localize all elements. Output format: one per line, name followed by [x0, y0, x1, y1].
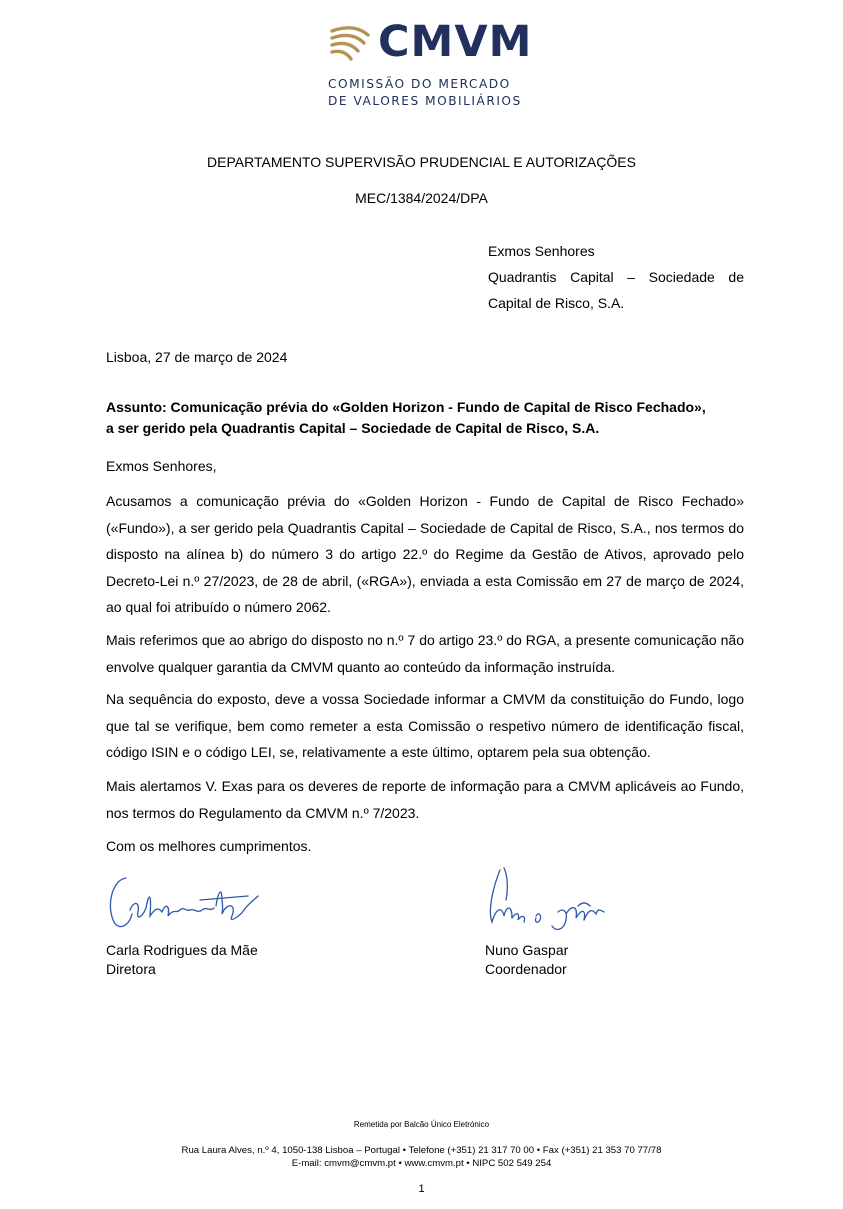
body-paragraph: Acusamos a comunicação prévia do «Golden Horizon - Fundo de Capital de Risco Fechado» («Fundo»), a ser gerido pela Quadrantis Capital – Sociedade de Capital de Risco, S.A., nos termos do disposto na alínea b) do número 3 do artigo 22.º do Regime da Gestão de Ativos, aprovado pelo Decreto-Lei n.º 27/2023, de 28 de abril, («RGA»), enviada a esta Comissão em 27 de março de 2024, ao qual foi atribuído o número 2062. [106, 493, 744, 615]
subject [106, 397, 746, 439]
subject-line2: a ser gerido pela Quadrantis Capital – Sociedade de Capital de Risco, S.A. [106, 420, 600, 436]
footer-address: Rua Laura Alves, n.º 4, 1050-138 Lisboa – Portugal • Telefone (+351) 21 317 70 00 • Fax (+351) 21 353 70 77/78 [181, 1145, 662, 1156]
footer-sent-via: Remetida por Balcão Único Eletrónico [353, 1120, 490, 1129]
footer-contact: E-mail: cmvm@cmvm.pt • www.cmvm.pt • NIPC 502 549 254 [291, 1158, 552, 1169]
signatory-block [485, 941, 568, 979]
department-heading: DEPARTAMENTO SUPERVISÃO PRUDENCIAL E AUTORIZAÇÕES [207, 154, 636, 170]
body-paragraph: Na sequência do exposto, deve a vossa Sociedade informar a CMVM da constituição do Fundo, logo que tal se verifique, bem como remeter a esta Comissão o respetivo número de identificação fiscal, código ISIN e o código LEI, se, relativamente a este último, optarem pela sua obtenção. [106, 691, 744, 760]
logo-subtitle-line2: DE VALORES MOBILIÁRIOS [328, 94, 522, 108]
signature-carla-image [104, 866, 264, 938]
greeting: Exmos Senhores, [106, 458, 217, 474]
body-paragraph: Mais referimos que ao abrigo do disposto no n.º 7 do artigo 23.º do RGA, a presente comunicação não envolve qualquer garantia da CMVM quanto ao conteúdo da informação instruída. [106, 632, 744, 675]
signatory-role: Coordenador [485, 961, 567, 977]
signatory-name: Carla Rodrigues da Mãe [106, 942, 258, 958]
letter-date: Lisboa, 27 de março de 2024 [106, 349, 288, 365]
signatory-role: Diretora [106, 961, 156, 977]
reference-number: MEC/1384/2024/DPA [355, 190, 488, 206]
closing: Com os melhores cumprimentos. [106, 838, 312, 854]
recipient-line1: Quadrantis Capital – Sociedade de [488, 269, 744, 285]
recipient-line2: Capital de Risco, S.A. [488, 295, 625, 311]
page-number: 1 [418, 1183, 425, 1195]
subject-line1: Assunto: Comunicação prévia do «Golden Horizon - Fundo de Capital de Risco Fechado», [106, 399, 706, 415]
signatory-name: Nuno Gaspar [485, 942, 569, 958]
signature-nuno-image [482, 866, 612, 938]
signatory-block [106, 941, 258, 979]
recipient-block [488, 241, 744, 314]
logo-wordmark: CMVM [378, 17, 533, 67]
recipient-salutation: Exmos Senhores [488, 243, 595, 259]
body-paragraph: Mais alertamos V. Exas para os deveres de reporte de informação para a CMVM aplicáveis ao Fundo, nos termos do Regulamento da CMVM n.º 7/2023. [106, 778, 744, 821]
cmvm-logo [328, 16, 533, 112]
cmvm-emblem-icon [328, 19, 374, 65]
logo-subtitle-line1: COMISSÃO DO MERCADO [328, 77, 511, 91]
